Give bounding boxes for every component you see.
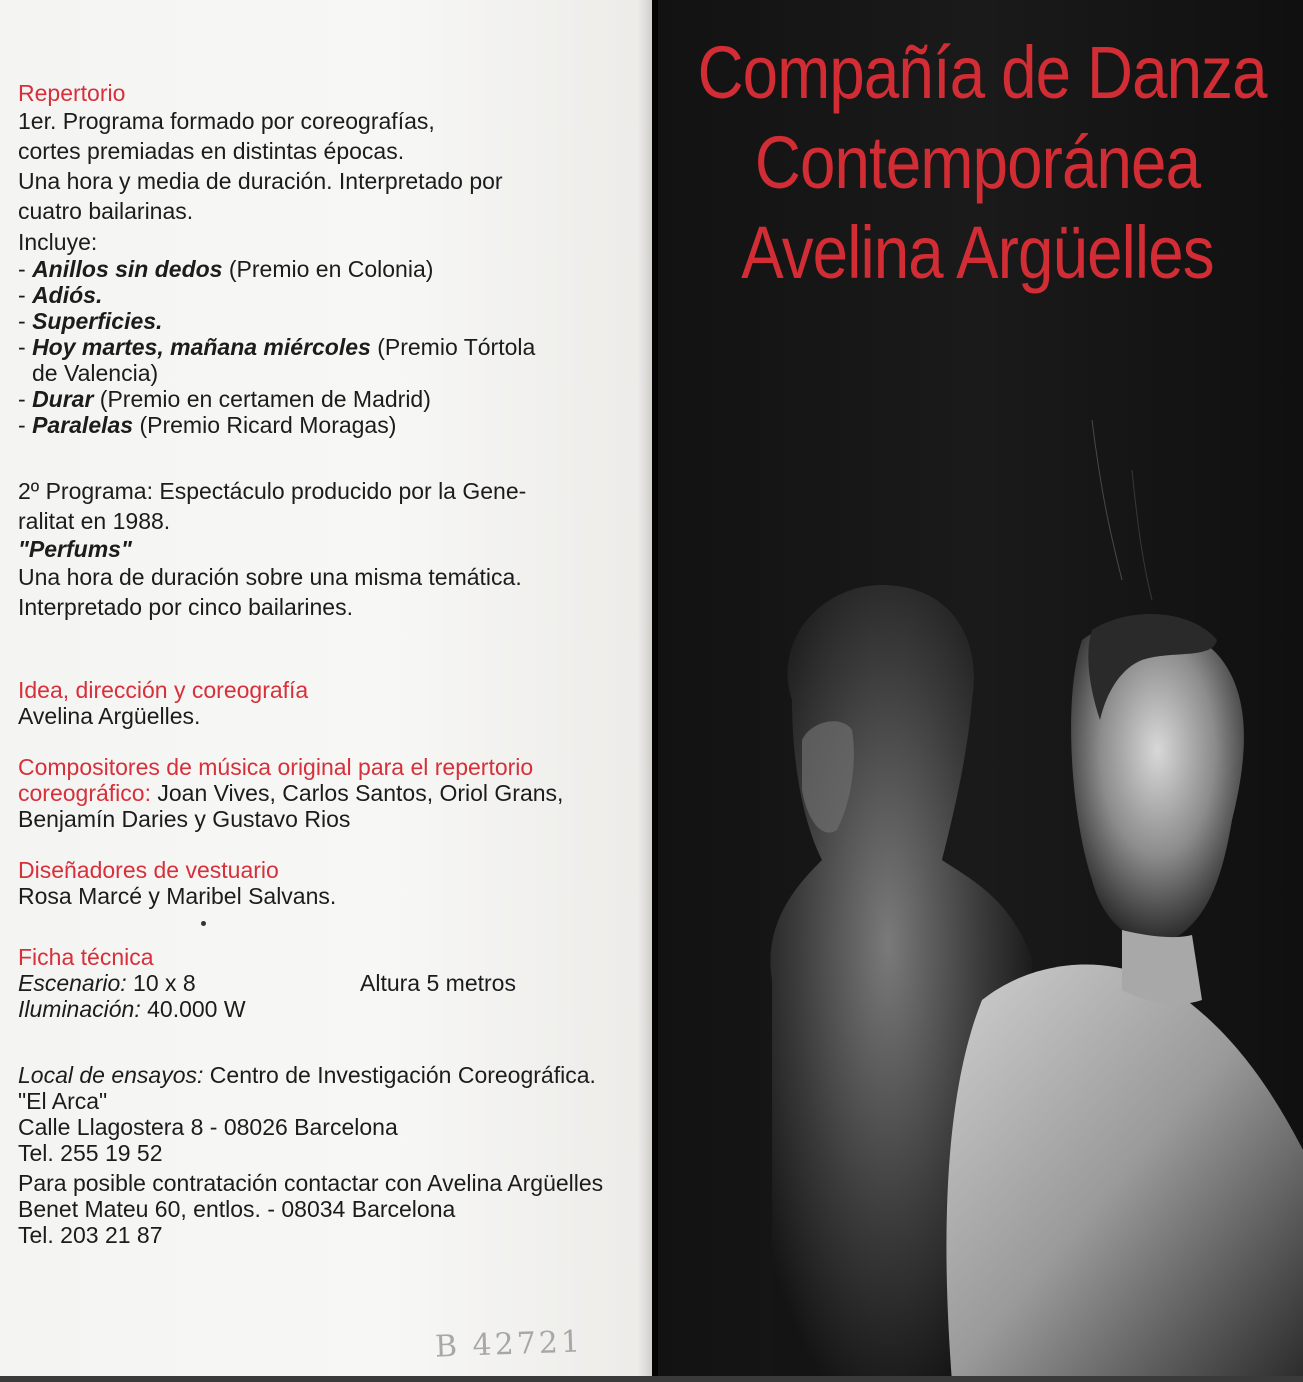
contratacion-line: Benet Mateu 60, entlos. - 08034 Barcelona <box>18 1196 456 1222</box>
repertorio-section <box>18 80 644 438</box>
compositores-section <box>18 754 644 832</box>
ficha-row-iluminacion <box>18 996 644 1022</box>
idea-heading: Idea, dirección y coreografía <box>18 677 309 703</box>
title-line: Avelina Argüelles <box>741 211 1214 294</box>
altura-text: Altura 5 metros <box>360 970 516 996</box>
programa2-line: Interpretado por cinco bailarines. <box>18 594 353 620</box>
title-line: Contemporánea <box>754 121 1201 204</box>
local-section <box>18 1062 644 1166</box>
item-note: (Premio Ricard Moragas) <box>133 412 397 438</box>
local-line-3: Calle Llagostera 8 - 08026 Barcelona <box>18 1114 398 1140</box>
bullet-dot <box>201 921 206 926</box>
bottom-edge <box>0 1376 1303 1382</box>
fold-shadow <box>638 0 652 1382</box>
repertorio-intro <box>18 106 644 226</box>
programa2-line: 2º Programa: Espectáculo producido por la Gene- <box>18 478 527 504</box>
title <box>697 28 1267 298</box>
list-item <box>18 282 644 308</box>
title-line: Compañía de Danza <box>697 31 1267 114</box>
fold-edge <box>652 0 658 1382</box>
programa2-title: "Perfums" <box>18 536 132 562</box>
ficha-heading: Ficha técnica <box>18 944 154 970</box>
contratacion-section <box>18 1170 644 1248</box>
item-note: (Premio en Colonia) <box>222 256 434 282</box>
list-dash: - <box>18 256 33 282</box>
local-value: Centro de Investigación Coreográfica. <box>203 1062 596 1088</box>
item-title: Hoy martes, mañana miércoles <box>32 334 371 360</box>
programa2-section <box>18 476 644 622</box>
item-title: Superficies. <box>32 308 163 334</box>
local-label: Local de ensayos: <box>18 1062 204 1088</box>
programa2-line: ralitat en 1988. <box>18 508 171 534</box>
compositores-heading: Compositores de música original para el repertorio <box>18 754 534 780</box>
escenario-value: 10 x 8 <box>126 970 196 996</box>
contratacion-line: Para posible contratación contactar con Avelina Argüelles <box>18 1170 604 1196</box>
intro-line: Una hora y media de duración. Interpretado por <box>18 168 503 194</box>
intro-line: cortes premiadas en distintas épocas. <box>18 138 405 164</box>
intro-line: 1er. Programa formado por coreografías, <box>18 108 435 134</box>
disenadores-section <box>18 857 644 909</box>
list-item-continuation: de Valencia) <box>32 360 159 386</box>
intro-line: cuatro bailarinas. <box>18 198 194 224</box>
disenadores-text: Rosa Marcé y Maribel Salvans. <box>18 883 337 909</box>
right-panel <box>652 0 1303 1382</box>
compositores-line <box>18 780 644 806</box>
repertorio-heading: Repertorio <box>18 80 126 106</box>
list-item <box>18 308 644 334</box>
compositores-names-2: Benjamín Daries y Gustavo Rios <box>18 806 351 832</box>
disenadores-heading: Diseñadores de vestuario <box>18 857 279 883</box>
ficha-row-escenario <box>18 970 644 996</box>
iluminacion-label: Iluminación: <box>18 996 141 1022</box>
list-dash: - <box>18 386 33 412</box>
contratacion-line: Tel. 203 21 87 <box>18 1222 163 1248</box>
list-item <box>18 412 644 438</box>
item-title: Anillos sin dedos <box>32 256 223 282</box>
local-line-2: "El Arca" <box>18 1088 108 1114</box>
repertorio-list <box>18 256 644 438</box>
list-item <box>18 386 644 412</box>
item-title: Durar <box>32 386 94 412</box>
handwritten-catalog-number: B 42721 <box>434 1324 584 1365</box>
idea-section <box>18 677 644 729</box>
item-note: (Premio en certamen de Madrid) <box>93 386 431 412</box>
compositores-names: Joan Vives, Carlos Santos, Oriol Grans, <box>150 780 564 806</box>
iluminacion-value: 40.000 W <box>140 996 246 1022</box>
idea-text: Avelina Argüelles. <box>18 703 201 729</box>
incluye-label: Incluye: <box>18 229 98 255</box>
list-dash: - <box>18 282 33 308</box>
list-item <box>18 334 644 360</box>
item-note: (Premio Tórtola <box>370 334 536 360</box>
programa2-line: Una hora de duración sobre una misma temática. <box>18 564 522 590</box>
ficha-section <box>18 944 644 1022</box>
local-line-4: Tel. 255 19 52 <box>18 1140 163 1166</box>
list-dash: - <box>18 334 33 360</box>
local-line <box>18 1062 644 1088</box>
item-title: Paralelas <box>32 412 134 438</box>
item-title: Adiós. <box>32 282 103 308</box>
list-dash: - <box>18 412 33 438</box>
list-dash: - <box>18 308 33 334</box>
compositores-heading-end: coreográfico: <box>18 780 151 806</box>
escenario-label: Escenario: <box>18 970 127 996</box>
list-item <box>18 256 644 282</box>
